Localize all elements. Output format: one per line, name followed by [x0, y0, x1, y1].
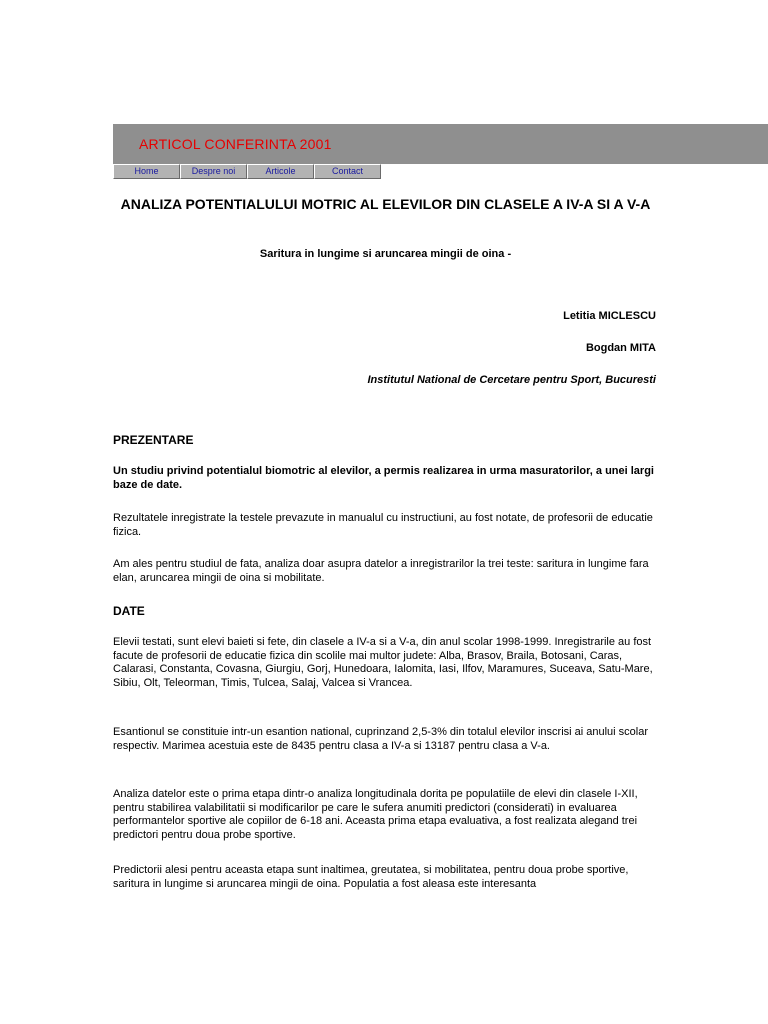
prezentare-lead-paragraph: Un studiu privind potentialul biomotric al elevilor, a permis realizarea in urma masuratorilor, a unei largi baze de date. — [113, 465, 654, 491]
prezentare-paragraph: Am ales pentru studiul de fata, analiza doar asupra datelor a inregistrarilor la trei teste: saritura in lungime fara elan, aruncarea mingii de oina si mobilitate. — [113, 558, 649, 584]
date-paragraph: Analiza datelor este o prima etapa dintr-o analiza longitudinala dorita pe populatiile de elevi din clasele I-XII, pentru stabilirea valabilitatii si modificarilor pe care le sufera anumiti predictori (considerati) in evaluarea performantelor sportive ale copiilor de 6-18 ani. Aceasta prima etapa evaluativa, a fost realizata alegand trei predictori pentru doua probe sportive. — [113, 788, 638, 841]
date-paragraph: Elevii testati, sunt elevi baieti si fete, din clasele a IV-a si a V-a, din anul scolar 1998-1999. Inregistrarile au fost facute de profesorii de educatie fizica din scolile mai multor judete: Alba, Brasov, Braila, Botosani, Caras, Calarasi, Constanta, Covasna, Giurgiu, Gorj, Hunedoara, Ialomita, Iasi, Ilfov, Maramures, Suceava, Satu-Mare, Sibiu, Olt, Teleorman, Timis, Tulcea, Salaj, Valcea si Vrancea. — [113, 636, 653, 689]
nav-home-button[interactable]: Home — [113, 164, 180, 179]
section-heading-date: DATE — [113, 604, 145, 618]
banner-title: ARTICOL CONFERINTA 2001 — [139, 136, 332, 152]
nav-despre-noi-button[interactable]: Despre noi — [180, 164, 247, 179]
prezentare-paragraph: Rezultatele inregistrate la testele prevazute in manualul cu instructiuni, au fost notate, de profesorii de educatie fizica. — [113, 512, 653, 538]
date-paragraph: Predictorii alesi pentru aceasta etapa sunt inaltimea, greutatea, si mobilitatea, pentru doua probe sportive, saritura in lungime si aruncarea mingii de oina. Populatia a fost aleasa este interesanta — [113, 864, 629, 890]
author-name: Bogdan MITA — [585, 342, 656, 354]
date-paragraph: Esantionul se constituie intr-un esantion national, cuprinzand 2,5-3% din totalul elevilor inscrisi ai anului scolar respectiv. Marimea acestuia este de 8435 pentru clasa a IV-a si 13187 pentru clasa a V-a. — [113, 726, 649, 752]
author-institution: Institutul National de Cercetare pentru Sport, Bucuresti — [367, 374, 656, 386]
section-heading-prezentare: PREZENTARE — [113, 433, 194, 447]
article-title: ANALIZA POTENTIALULUI MOTRIC AL ELEVILOR DIN CLASELE A IV-A SI A V-A — [120, 196, 651, 212]
nav-bar — [113, 164, 381, 180]
author-name: Letitia MICLESCU — [563, 310, 656, 322]
nav-contact-button[interactable]: Contact — [314, 164, 381, 179]
article-subtitle: Saritura in lungime si aruncarea mingii de oina - — [259, 248, 512, 260]
header-banner — [113, 124, 768, 164]
nav-articole-button[interactable]: Articole — [247, 164, 314, 179]
